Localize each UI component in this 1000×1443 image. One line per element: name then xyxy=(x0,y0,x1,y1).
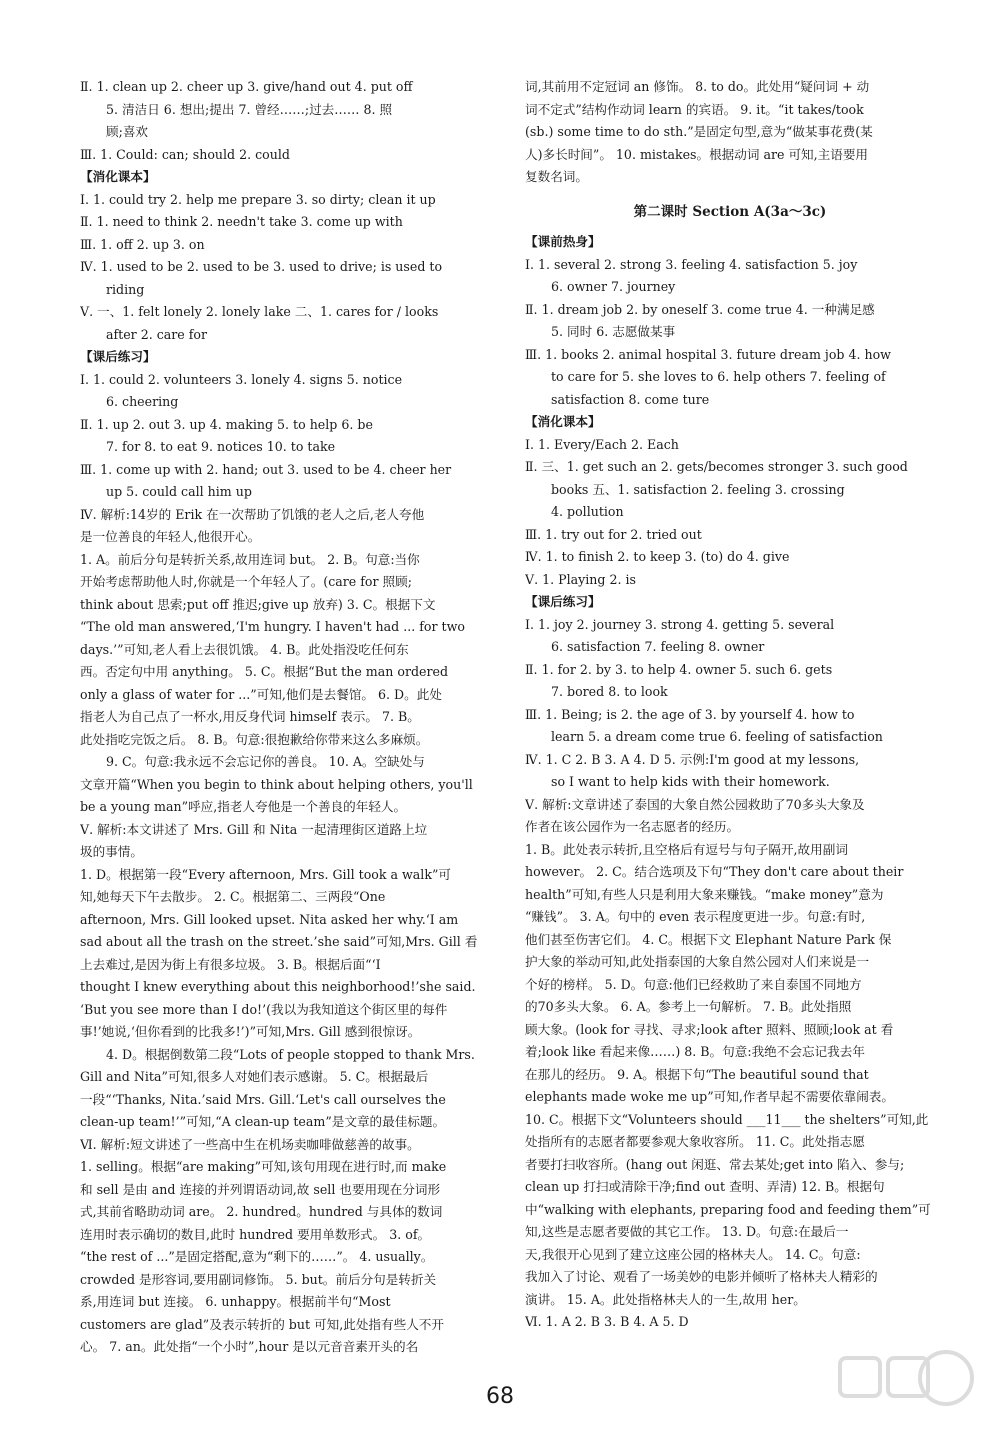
text-line: Ⅳ. 1. used to be 2. used to be 3. used to drive; is used to xyxy=(80,259,443,274)
text-line: 9. C。句意:我永远不会忘记你的善良。 10. A。空缺处与 xyxy=(106,754,425,769)
text-line: 天,我很开心见到了建立这座公园的格林夫人。 14. C。句意: xyxy=(525,1246,861,1262)
text-line: 处指所有的志愿者都要参观大象收容所。 11. C。此处指志愿 xyxy=(525,1134,865,1149)
text-line: 人)多长时间”。 10. mistakes。根据动词 are 可知,主语要用 xyxy=(525,146,869,162)
text-line: 是一位善良的年轻人,他很开心。 xyxy=(80,529,261,544)
text-line: 6. cheering xyxy=(106,394,179,409)
text-line: up 5. could call him up xyxy=(106,484,252,499)
text-line: Ⅴ. 1. Playing 2. is xyxy=(525,571,636,587)
text-line: 开始考虑帮助他人时,你就是一个年轻人了。(care for 照顾; xyxy=(80,574,412,589)
text-line: 式,其前省略助动词 are。 2. hundred。hundred 与具体的数词 xyxy=(80,1204,443,1219)
text-line: Ⅴ. 解析:本文讲述了 Mrs. Gill 和 Nita 一起清理街区道路上垃 xyxy=(80,821,428,837)
text-line: after 2. care for xyxy=(106,326,208,342)
text-line: 者要打扫收容所。(hang out 闲逛、常去某处;get into 陷入、参与; xyxy=(525,1156,905,1172)
text-line: 作者在该公园作为一名志愿者的经历。 xyxy=(525,819,740,834)
text-line: 4. D。根据倒数第二段“Lots of people stopped to thank Mrs. xyxy=(106,1046,475,1062)
text-line: ‘But you see more than I do!’(我以为我知道这个街区里的每件 xyxy=(80,1001,448,1017)
text-line: 1. B。此处表示转折,且空格后有逗号与句子隔开,故用副词 xyxy=(525,841,848,857)
text-line: 10. C。根据下文“Volunteers should ___11___ the shelters”可知,此 xyxy=(525,1111,929,1127)
text-line: 复数名词。 xyxy=(525,169,588,184)
text-line: 我加入了讨论、观看了一场美妙的电影并倾听了格林夫人精彩的 xyxy=(525,1269,878,1284)
text-line: 上去难过,是因为街上有很多垃圾。 3. B。根据后面“‘I xyxy=(80,956,381,972)
text-line: 圾的事情。 xyxy=(80,844,143,859)
right-column-body xyxy=(525,231,935,1334)
text-line: 7. for 8. to eat 9. notices 10. to take xyxy=(106,439,336,454)
text-line: “The old man answered,‘I'm hungry. I haven't had ... for two xyxy=(80,619,465,634)
right-column xyxy=(525,76,935,1334)
text-line: afternoon, Mrs. Gill looked upset. Nita asked her why.‘I am xyxy=(80,911,459,927)
text-line: Ⅲ. 1. Could: can; should 2. could xyxy=(80,146,290,162)
text-line: 词不定式”结构作动词 learn 的宾语。 9. it。“it takes/took xyxy=(525,101,864,117)
page-number: 68 xyxy=(486,1384,514,1409)
text-line: Ⅰ. 1. Every/Each 2. Each xyxy=(525,436,679,452)
text-line: Ⅱ. 1. dream job 2. by oneself 3. come true 4. 一种满足感 xyxy=(525,301,875,317)
text-line: Gill and Nita”可知,很多人对她们表示感谢。 5. C。根据最后 xyxy=(80,1069,429,1084)
text-line: Ⅰ. 1. several 2. strong 3. feeling 4. satisfaction 5. joy xyxy=(525,256,858,272)
text-line: Ⅲ. 1. Being; is 2. the age of 3. by yourself 4. how to xyxy=(525,706,855,722)
text-line: 5. 同时 6. 志愿做某事 xyxy=(551,324,676,339)
right-column-continuation xyxy=(525,76,935,189)
text-line: however。 2. C。结合选项及下句“They don't care about their xyxy=(525,864,904,879)
text-line: 1. D。根据第一段“Every afternoon, Mrs. Gill took a walk”可 xyxy=(80,866,451,882)
text-line: sad about all the trash on the street.’she said”可知,Mrs. Gill 看 xyxy=(80,934,478,949)
watermark-logo xyxy=(826,1340,976,1430)
text-line: riding xyxy=(106,281,145,297)
text-line: 顾大象。(look for 寻找、寻求;look after 照料、照顾;look at 看 xyxy=(525,1021,894,1037)
text-line: health”可知,有些人只是利用大象来赚钱。“make money”意为 xyxy=(525,886,884,902)
text-line: to care for 5. she loves to 6. help others 7. feeling of xyxy=(551,369,886,384)
text-line: be a young man”呼应,指老人夸他是一个善良的年轻人。 xyxy=(80,799,407,814)
text-line: 知,这些是志愿者要做的其它工作。 13. D。句意:在最后一 xyxy=(525,1224,849,1239)
text-line: Ⅳ. 1. to finish 2. to keep 3. (to) do 4. give xyxy=(525,549,790,564)
text-line: 5. 清洁日 6. 想出;提出 7. 曾经……;过去…… 8. 照 xyxy=(106,101,393,117)
text-line: 6. owner 7. journey xyxy=(551,279,676,294)
text-line: 护大象的举动可知,此处指泰国的大象自然公园对人们来说是一 xyxy=(525,954,870,969)
text-line: 系,用连词 but 连接。 6. unhappy。根据前半句“Most xyxy=(80,1294,391,1309)
text-line: 指老人为自己点了一杯水,用反身代词 himself 表示。 7. B。 xyxy=(80,709,420,724)
text-line: 一段“‘Thanks, Nita.’said Mrs. Gill.‘Let's call ourselves the xyxy=(80,1091,446,1107)
text-line: Ⅲ. 1. try out for 2. tried out xyxy=(525,526,702,542)
text-line: Ⅰ. 1. could try 2. help me prepare 3. so dirty; clean it up xyxy=(80,191,436,207)
text-line: 西。否定句中用 anything。 5. C。根据“But the man ordered xyxy=(80,664,449,679)
section-heading: 【消化课本】 xyxy=(80,169,156,184)
text-line: 1. A。前后分句是转折关系,故用连词 but。 2. B。句意:当你 xyxy=(80,551,420,567)
text-line: 词,其前用不定冠词 an 修饰。 8. to do。此处用“疑问词 + 动 xyxy=(525,79,870,94)
section-heading: 【课前热身】 xyxy=(525,234,601,249)
text-line: Ⅱ. 1. up 2. out 3. up 4. making 5. to help 6. be xyxy=(80,416,373,432)
text-line: Ⅳ. 1. C 2. B 3. A 4. D 5. 示例:I'm good at my lessons, xyxy=(525,751,860,767)
text-line: “the rest of ...”是固定搭配,意为“剩下的……”。 4. usually。 xyxy=(80,1249,434,1264)
text-line: Ⅰ. 1. could 2. volunteers 3. lonely 4. signs 5. notice xyxy=(80,371,403,387)
text-line: (sb.) some time to do sth.”是固定句型,意为“做某事花费(某 xyxy=(525,124,873,139)
text-line: Ⅵ. 1. A 2. B 3. B 4. A 5. D xyxy=(525,1314,689,1329)
section-heading: 【课后练习】 xyxy=(525,594,601,609)
text-line: 顾;喜欢 xyxy=(106,124,149,139)
text-line: Ⅱ. 1. clean up 2. cheer up 3. give/hand out 4. put off xyxy=(80,79,413,94)
text-line: 1. selling。根据“are making”可知,该句用现在进行时,而 make xyxy=(80,1159,447,1174)
section-heading: 【课后练习】 xyxy=(80,349,156,364)
text-line: “赚钱”。 3. A。句中的 even 表示程度更进一步。句意:有时, xyxy=(525,909,866,924)
text-line: elephants made woke me up”可知,作者早起不需要依靠闹表。 xyxy=(525,1089,894,1104)
text-line: crowded 是形容词,要用副词修饰。 5. but。前后分句是转折关 xyxy=(80,1271,437,1287)
text-line: satisfaction 8. come ture xyxy=(551,391,710,407)
text-line: Ⅴ. 一、1. felt lonely 2. lonely lake 二、1. cares for / looks xyxy=(80,304,439,319)
text-line: 个好的榜样。 5. D。句意:他们已经救助了来自泰国不同地方 xyxy=(525,976,862,992)
text-line: 6. satisfaction 7. feeling 8. owner xyxy=(551,639,765,654)
text-line: think about 思索;put off 推迟;give up 放弃) 3. C。根据下文 xyxy=(80,596,436,612)
text-line: 文章开篇“When you begin to think about helping others, you'll xyxy=(80,776,473,792)
text-line: Ⅱ. 1. for 2. by 3. to help 4. owner 5. such 6. gets xyxy=(525,661,833,677)
text-line: Ⅲ. 1. off 2. up 3. on xyxy=(80,236,205,252)
text-line: Ⅲ. 1. books 2. animal hospital 3. future dream job 4. how xyxy=(525,346,891,362)
text-line: Ⅱ. 1. need to think 2. needn't take 3. come up with xyxy=(80,214,403,229)
text-line: Ⅲ. 1. come up with 2. hand; out 3. used to be 4. cheer her xyxy=(80,461,452,477)
text-line: 的70多头大象。 6. A。参考上一句解析。 7. B。此处指照 xyxy=(525,999,852,1014)
left-column xyxy=(80,76,490,1359)
text-line: learn 5. a dream come true 6. feeling of satisfaction xyxy=(551,729,883,744)
text-line: days.’”可知,老人看上去很饥饿。 4. B。此处指没吃任何东 xyxy=(80,641,409,657)
text-line: clean up 打扫或清除干净;find out 查明、弄清) 12. B。根据句 xyxy=(525,1179,885,1194)
text-line: 和 sell 是由 and 连接的并列谓语动词,故 sell 也要用现在分词形 xyxy=(80,1181,441,1197)
text-line: Ⅳ. 解析:14岁的 Erik 在一次帮助了饥饿的老人之后,老人夸他 xyxy=(80,506,425,522)
text-line: 演讲。 15. A。此处指格林夫人的一生,故用 her。 xyxy=(525,1291,806,1307)
text-line: books 五、1. satisfaction 2. feeling 3. crossing xyxy=(551,481,845,497)
text-line: Ⅵ. 解析:短文讲述了一些高中生在机场卖咖啡做慈善的故事。 xyxy=(80,1136,420,1152)
text-line: 4. pollution xyxy=(551,504,624,519)
text-line: so I want to help kids with their homework. xyxy=(551,774,830,789)
text-line: only a glass of water for ...”可知,他们是去餐馆。 6. D。此处 xyxy=(80,686,442,702)
text-line: 着;look like 看起来像……) 8. B。句意:我绝不会忘记我去年 xyxy=(525,1044,865,1059)
text-line: 中“walking with elephants, preparing food and feeding them”可 xyxy=(525,1201,931,1217)
text-line: 7. bored 8. to look xyxy=(551,684,668,699)
text-line: thought I knew everything about this neighborhood!’she said. xyxy=(80,979,476,994)
text-line: Ⅴ. 解析:文章讲述了泰国的大象自然公园救助了70多头大象及 xyxy=(525,796,865,812)
text-line: 他们甚至伤害它们。 4. C。根据下文 Elephant Nature Park 保 xyxy=(525,931,892,947)
text-line: 事!’她说,‘但你看到的比我多!’)”可知,Mrs. Gill 感到很惊讶。 xyxy=(80,1024,421,1039)
text-line: 此处指吃完饭之后。 8. B。句意:很抱歉给你带来这么多麻烦。 xyxy=(80,731,429,747)
text-line: 连用时表示确切的数目,此时 hundred 要用单数形式。 3. of。 xyxy=(80,1226,431,1242)
text-line: 在那儿的经历。 9. A。根据下句“The beautiful sound that xyxy=(525,1066,869,1082)
section-title: 第二课时 Section A(3a～3c) xyxy=(633,203,827,220)
text-line: 心。 7. an。此处指“一个小时”,hour 是以元音音素开头的名 xyxy=(80,1339,419,1354)
section-heading: 【消化课本】 xyxy=(525,414,601,429)
text-line: customers are glad”及表示转折的 but 可知,此处指有些人不开 xyxy=(80,1316,444,1332)
text-line: Ⅱ. 三、1. get such an 2. gets/becomes stronger 3. such good xyxy=(525,459,908,474)
text-line: Ⅰ. 1. joy 2. journey 3. strong 4. getting 5. several xyxy=(525,616,835,632)
text-line: clean-up team!’”可知,“A clean-up team”是文章的最佳标题。 xyxy=(80,1114,446,1129)
text-line: 知,她每天下午去散步。 2. C。根据第二、三两段“One xyxy=(80,889,386,904)
